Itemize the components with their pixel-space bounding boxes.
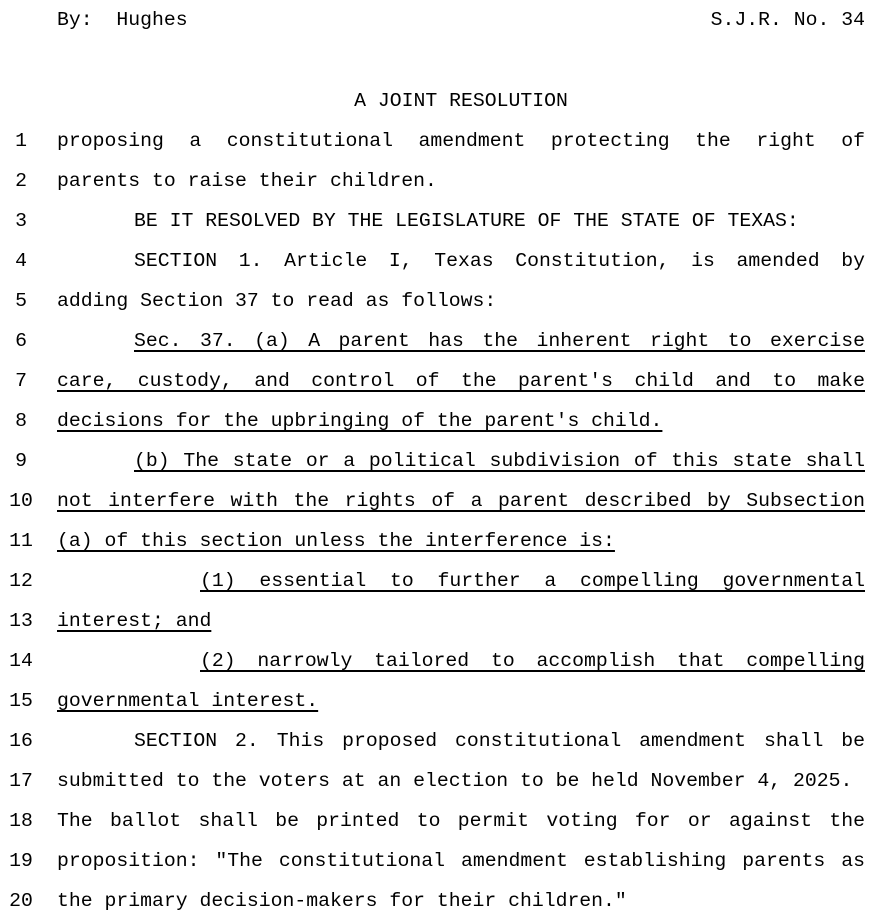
bill-number: S.J.R. No. 34 [710, 9, 865, 31]
line-number: 18 [9, 810, 33, 832]
line-text: proposition: "The constitutional amendment establishing parents as [57, 850, 865, 872]
document-line [0, 601, 881, 641]
line-number: 11 [9, 530, 33, 552]
line-number: 4 [15, 250, 27, 272]
document-line [0, 761, 881, 801]
line-number: 16 [9, 730, 33, 752]
line-text: BE IT RESOLVED BY THE LEGISLATURE OF THE STATE OF TEXAS: [134, 210, 799, 232]
document-line [0, 161, 881, 201]
document-line [0, 121, 881, 161]
line-text: (b) The state or a political subdivision of this state shall [134, 450, 865, 472]
document-header [57, 0, 865, 40]
document-line [0, 241, 881, 281]
line-number: 17 [9, 770, 33, 792]
line-number: 9 [15, 450, 27, 472]
line-number: 3 [15, 210, 27, 232]
document-line [0, 361, 881, 401]
document-line [0, 801, 881, 841]
line-number: 15 [9, 690, 33, 712]
line-number: 13 [9, 610, 33, 632]
document-line [0, 521, 881, 561]
document-line [0, 721, 881, 761]
line-number: 19 [9, 850, 33, 872]
line-text: The ballot shall be printed to permit voting for or against the [57, 810, 865, 832]
line-text: adding Section 37 to read as follows: [57, 290, 497, 312]
line-text: (a) of this section unless the interference is: [57, 530, 615, 552]
line-number: 7 [15, 370, 27, 392]
resolution-title: A JOINT RESOLUTION [354, 90, 568, 112]
document-line [0, 481, 881, 521]
document-line [0, 401, 881, 441]
line-text: Sec. 37. (a) A parent has the inherent right to exercise [134, 330, 865, 352]
line-text: parents to raise their children. [57, 170, 437, 192]
line-number: 2 [15, 170, 27, 192]
line-number: 12 [9, 570, 33, 592]
line-number: 20 [9, 890, 33, 912]
line-number: 8 [15, 410, 27, 432]
document-line [0, 841, 881, 881]
line-text: not interfere with the rights of a parent described by Subsection [57, 490, 865, 512]
author-line: By: Hughes [57, 9, 188, 31]
document-line [0, 281, 881, 321]
document-line [0, 641, 881, 681]
line-text: (2) narrowly tailored to accomplish that compelling [200, 650, 865, 672]
document-line [0, 561, 881, 601]
line-text: SECTION 2. This proposed constitutional amendment shall be [134, 730, 865, 752]
line-text: proposing a constitutional amendment protecting the right of [57, 130, 865, 152]
document-line [0, 201, 881, 241]
line-number: 10 [9, 490, 33, 512]
line-text: care, custody, and control of the parent's child and to make [57, 370, 865, 392]
document-line [0, 321, 881, 361]
line-text: (1) essential to further a compelling governmental [200, 570, 865, 592]
document-line [0, 441, 881, 481]
line-number: 5 [15, 290, 27, 312]
document-line [0, 881, 881, 921]
line-number: 14 [9, 650, 33, 672]
document-line [0, 681, 881, 721]
document-body [0, 121, 881, 921]
line-text: the primary decision-makers for their children." [57, 890, 627, 912]
line-text: governmental interest. [57, 690, 319, 712]
line-number: 1 [15, 130, 27, 152]
line-text: SECTION 1. Article I, Texas Constitution, is amended by [134, 250, 865, 272]
line-text: submitted to the voters at an election to be held November 4, 2025. [57, 770, 853, 792]
line-number: 6 [15, 330, 27, 352]
line-text: decisions for the upbringing of the parent's child. [57, 410, 663, 432]
line-text: interest; and [57, 610, 212, 632]
